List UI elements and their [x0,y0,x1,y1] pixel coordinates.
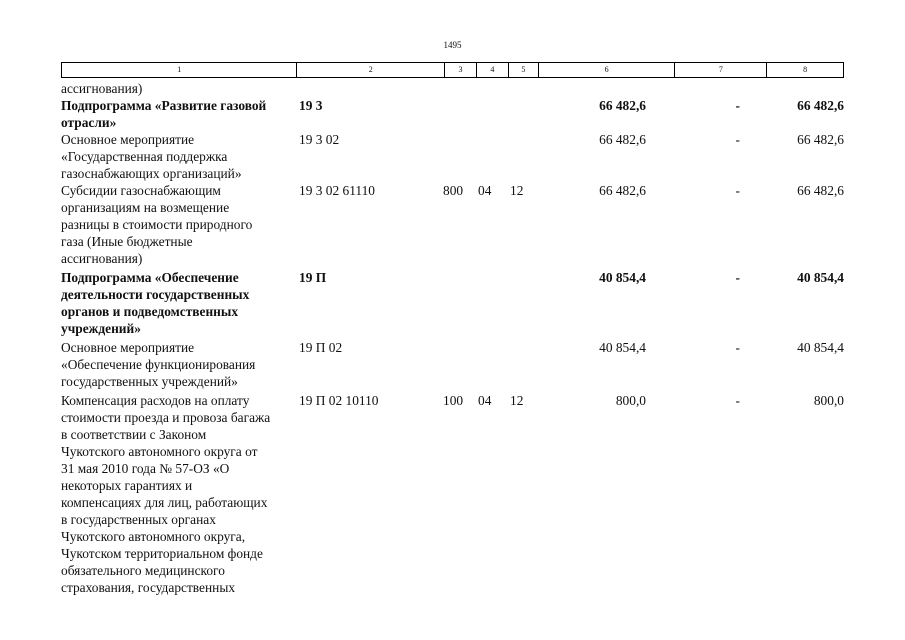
row-change: - [735,393,740,408]
row-code: 19 3 02 [299,132,340,147]
row-vr: 800 [443,183,464,198]
row-name: ассигнования) [61,81,143,96]
row-pr: 12 [510,183,524,198]
column-header-6: 6 [539,63,676,77]
row-change: - [735,132,740,147]
table-header-row [61,62,844,78]
column-header-2: 2 [297,63,445,77]
row-amount: 40 854,4 [599,270,646,285]
page-number: 1495 [443,40,462,50]
row-total: 66 482,6 [797,98,844,113]
row-code: 19 П 02 10110 [299,393,379,408]
row-total: 40 854,4 [797,270,844,285]
row-pr: 12 [510,393,524,408]
row-total: 66 482,6 [797,132,844,147]
column-header-7: 7 [675,63,767,77]
row-name: Основное мероприятие «Обеспечение функционирования государственных учреждений» [61,340,256,389]
row-name: Компенсация расходов на оплату стоимости проезда и провоза багажа в соответствии с Законом Чукотского автономного округа от 31 мая 2010 года № 57-ОЗ «О некоторых гарантиях и компенсациях для лиц, работающих в государственных органах Чукотского автономного округа, Чукотском территориальном фонде обязательного медицинского страхования, государственных [61,393,271,595]
row-vr: 100 [443,393,464,408]
row-name: Подпрограмма «Развитие газовой отрасли» [61,98,267,130]
column-header-5: 5 [509,63,539,77]
row-rz: 04 [478,183,492,198]
row-amount: 66 482,6 [599,183,646,198]
column-header-3: 3 [445,63,477,77]
row-total: 66 482,6 [797,183,844,198]
row-rz: 04 [478,393,492,408]
row-amount: 800,0 [615,393,646,408]
row-change: - [735,183,740,198]
row-change: - [735,270,740,285]
column-header-1: 1 [62,63,297,77]
row-amount: 66 482,6 [599,132,646,147]
row-amount: 66 482,6 [599,98,646,113]
row-code: 19 П 02 [299,340,343,355]
column-header-8: 8 [803,65,808,74]
row-total: 40 854,4 [797,340,844,355]
row-code: 19 3 [299,98,323,113]
row-change: - [735,340,740,355]
column-header-4: 4 [477,63,509,77]
row-amount: 40 854,4 [599,340,646,355]
row-change: - [735,98,740,113]
row-code: 19 3 02 61110 [299,183,376,198]
row-total: 800,0 [813,393,844,408]
row-name: Субсидии газоснабжающим организациям на возмещение разницы в стоимости природного газа (Иные бюджетные ассигнования) [61,183,253,266]
row-name: Подпрограмма «Обеспечение деятельности государственных органов и подведомственных учреждений» [61,270,250,336]
row-name: Основное мероприятие «Государственная поддержка газоснабжающих организаций» [61,132,242,181]
row-code: 19 П [299,270,327,285]
